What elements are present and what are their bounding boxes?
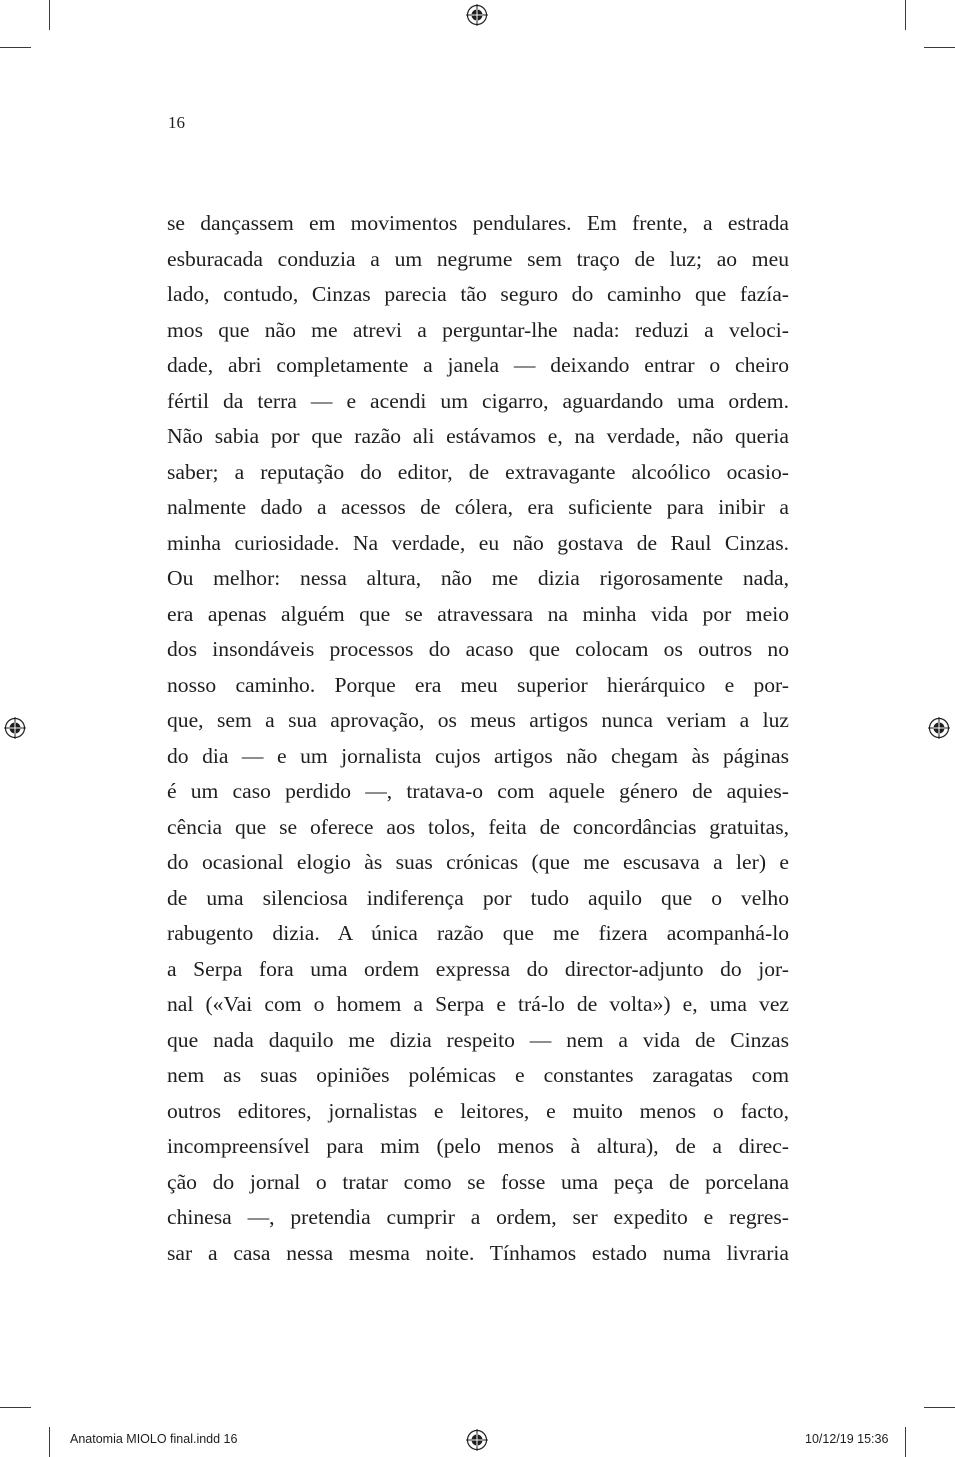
text-line: nosso caminho. Porque era meu superior hierárquico e por- [167, 672, 789, 697]
text-line: nal («Vai com o homem a Serpa e trá-lo de volta») e, uma vez [167, 992, 789, 1016]
text-line: se dançassem em movimentos pendulares. Em frente, a estrada [167, 211, 789, 235]
text-line: nalmente dado a acessos de cólera, era suficiente para inibir a [167, 495, 789, 519]
text-line: Não sabia por que razão ali estávamos e, na verdade, não queria [167, 424, 789, 448]
crop-mark-bottom-left-horizontal [0, 1407, 31, 1408]
text-line: minha curiosidade. Na verdade, eu não gostava de Raul Cinzas. [167, 530, 789, 555]
text-line: do dia — e um jornalista cujos artigos não chegam às páginas [167, 743, 789, 768]
text-line: dos insondáveis processos do acaso que colocam os outros no [167, 637, 789, 661]
crop-mark-bottom-left-vertical [49, 1427, 50, 1457]
slug-timestamp: 10/12/19 15:36 [805, 1432, 889, 1446]
body-text [167, 206, 789, 1271]
text-line: de uma silenciosa indiferença por tudo aquilo que o velho [167, 885, 789, 910]
text-line: ção do jornal o tratar como se fosse uma peça de porcelana [167, 1169, 789, 1194]
crop-mark-top-right-horizontal [924, 47, 955, 48]
text-line: dade, abri completamente a janela — deixando entrar o cheiro [167, 353, 789, 377]
text-line: que nada daquilo me dizia respeito — nem a vida de Cinzas [167, 1027, 789, 1052]
text-line: lado, contudo, Cinzas parecia tão seguro do caminho que fazía- [167, 282, 789, 306]
text-line: do ocasional elogio às suas crónicas (que me escusava a ler) e [167, 850, 789, 874]
text-line: a Serpa fora uma ordem expressa do director-adjunto do jor- [167, 956, 789, 981]
text-line: fértil da terra — e acendi um cigarro, aguardando uma ordem. [167, 388, 789, 413]
text-line: nem as suas opiniões polémicas e constantes zaragatas com [167, 1063, 789, 1087]
page-number: 16 [168, 113, 185, 132]
registration-target-icon-bottom [466, 1429, 488, 1451]
registration-target-icon-left [4, 717, 26, 739]
text-line: cência que se oferece aos tolos, feita de concordâncias gratuitas, [167, 814, 789, 839]
crop-mark-top-right-vertical [905, 0, 906, 30]
crop-mark-top-left-vertical [49, 0, 50, 30]
text-line: mos que não me atrevi a perguntar-lhe nada: reduzi a veloci- [167, 317, 789, 342]
text-line: que, sem a sua aprovação, os meus artigos nunca veriam a luz [167, 708, 789, 732]
crop-mark-top-left-horizontal [0, 47, 31, 48]
text-line: Ou melhor: nessa altura, não me dizia rigorosamente nada, [167, 566, 789, 590]
crop-mark-bottom-right-horizontal [924, 1407, 955, 1408]
slug-file-name: Anatomia MIOLO final.indd 16 [70, 1432, 238, 1446]
crop-mark-bottom-right-vertical [905, 1427, 906, 1457]
text-line: rabugento dizia. A única razão que me fizera acompanhá-lo [167, 921, 789, 945]
text-line: é um caso perdido —, tratava-o com aquele género de aquies- [167, 779, 789, 803]
text-line: esburacada conduzia a um negrume sem traço de luz; ao meu [167, 246, 789, 271]
text-line: saber; a reputação do editor, de extravagante alcoólico ocasio- [167, 459, 789, 484]
text-line: outros editores, jornalistas e leitores, e muito menos o facto, [167, 1098, 789, 1123]
text-line: era apenas alguém que se atravessara na minha vida por meio [167, 601, 789, 626]
text-line: sar a casa nessa mesma noite. Tínhamos estado numa livraria [167, 1240, 789, 1265]
registration-target-icon-top [466, 4, 488, 26]
registration-target-icon-right [928, 717, 950, 739]
text-line: chinesa —, pretendia cumprir a ordem, ser expedito e regres- [167, 1205, 789, 1229]
text-line: incompreensível para mim (pelo menos à altura), de a direc- [167, 1134, 789, 1158]
